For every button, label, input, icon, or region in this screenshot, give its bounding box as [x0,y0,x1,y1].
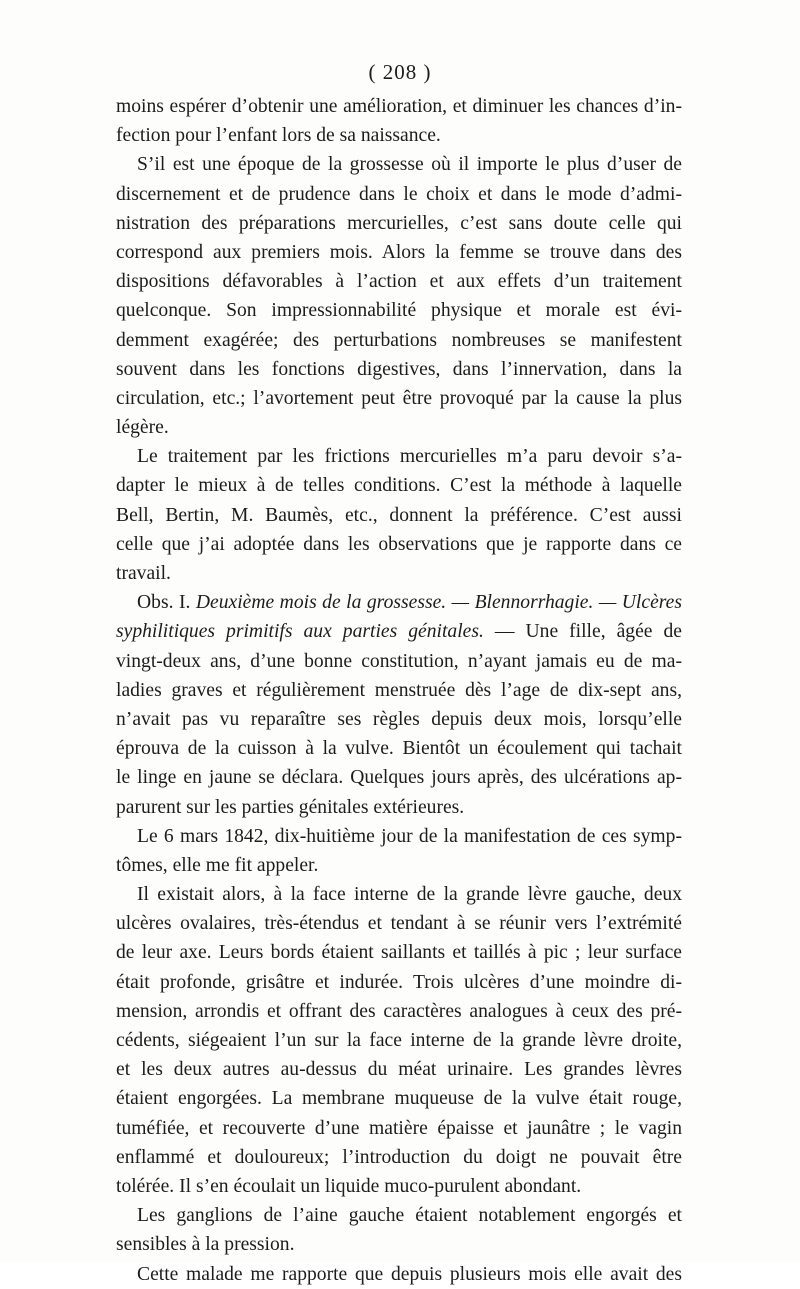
paragraph [116,880,682,1201]
paragraph [116,1260,682,1289]
text-line: correspond aux premiers mois. Alors la femme se trouve dans des [116,241,682,263]
text-line: de leur axe. Leurs bords étaient saillants et taillés à pic ; leur surface [116,942,682,964]
paragraph [116,92,682,150]
observation-title-continued: syphilitiques primitifs aux parties génitales. [116,621,484,643]
text-line: Le traitement par les frictions mercurielles m’a paru devoir s’a- [137,446,682,468]
text-line: travail. [116,563,171,584]
observation-heading-line [116,617,682,646]
text-line: quelconque. Son impressionnabilité physique et morale est évi- [116,300,682,322]
page-number: ( 208 ) [368,60,432,84]
text-line: le linge en jaune se déclara. Quelques jours après, des ulcérations ap- [116,767,682,789]
observation-heading-line [116,588,682,617]
text-line: et les deux autres au-dessus du méat urinaire. Les grandes lèvres [116,1059,682,1081]
text-line: circulation, etc.; l’avortement peut être provoqué par la cause la plus [116,387,682,409]
observation-text-start: — Une fille, âgée de [494,621,682,643]
text-line: celle que j’ai adoptée dans les observations que je rapporte dans ce [116,533,682,555]
text-line: parurent sur les parties génitales extérieures. [116,796,465,818]
text-line: nistration des préparations mercurielles, c’est sans doute celle qui [116,212,682,234]
text-line: discernement et de prudence dans le choix et dans le mode d’admi- [116,183,682,205]
text-line: dapter le mieux à de telles conditions. C’est la méthode à laquelle [116,475,682,497]
text-line: n’avait pas vu reparaître ses règles depuis deux mois, lorsqu’elle [116,708,682,730]
text-line: ladies graves et régulièrement menstruée dès l’age de dix-sept ans, [116,679,682,701]
paragraph [116,1201,682,1259]
text-line: était profonde, grisâtre et indurée. Trois ulcères d’une moindre di- [116,971,682,993]
text-line: sensibles à la pression. [116,1234,295,1256]
text-line: enflammé et douloureux; l’introduction du doigt ne pouvait être [116,1146,682,1168]
text-line: étaient engorgées. La membrane muqueuse de la vulve était rouge, [116,1088,682,1110]
text-line: ulcères ovalaires, très-étendus et tendant à se réunir vers l’extrémité [116,913,682,935]
observation-label: Obs. I. [137,592,191,614]
text-line: cédents, siégeaient l’un sur la face interne de la grande lèvre droite, [116,1030,682,1051]
observation-paragraph [116,588,682,822]
paragraph [116,822,682,880]
text-line: tolérée. Il s’en écoulait un liquide muco-purulent abondant. [116,1175,582,1197]
page-body [116,92,682,1289]
text-line: mension, arrondis et offrant des caractères analogues à ceux des pré- [116,1000,682,1022]
observation-title: Deuxième mois de la grossesse. — Blennorrhagie. — Ulcères [195,592,682,614]
text-line: Cette malade me rapporte que depuis plusieurs mois elle avait des [137,1263,682,1285]
text-line: Bell, Bertin, M. Baumès, etc., donnent la préférence. C’est aussi [116,504,682,526]
text-line: demment exagérée; des perturbations nombreuses se manifestent [116,329,682,351]
text-line: moins espérer d’obtenir une amélioration, et diminuer les chances d’in- [116,96,682,117]
text-line: éprouva de la cuisson à la vulve. Bientôt un écoulement qui tachait [116,738,682,760]
text-line: souvent dans les fonctions digestives, dans l’innervation, dans la [116,358,682,380]
text-line: S’il est une époque de la grossesse où il importe le plus d’user de [137,154,682,176]
text-line: tuméfiée, et recouverte d’une matière épaisse et jaunâtre ; le vagin [116,1117,682,1139]
text-line: fection pour l’enfant lors de sa naissance. [116,125,441,147]
text-line: Les ganglions de l’aine gauche étaient notablement engorgés et [137,1205,682,1227]
text-line: tômes, elle me fit appeler. [116,854,319,876]
paragraph [116,150,682,442]
paragraph [116,442,682,588]
text-line: Le 6 mars 1842, dix-huitième jour de la manifestation de ces symp- [137,825,682,847]
text-line: dispositions défavorables à l’action et aux effets d’un traitement [116,271,682,293]
text-line: légère. [116,417,169,439]
text-line: vingt-deux ans, d’une bonne constitution, n’ayant jamais eu de ma- [116,650,682,672]
text-line: Il existait alors, à la face interne de la grande lèvre gauche, deux [137,884,682,906]
